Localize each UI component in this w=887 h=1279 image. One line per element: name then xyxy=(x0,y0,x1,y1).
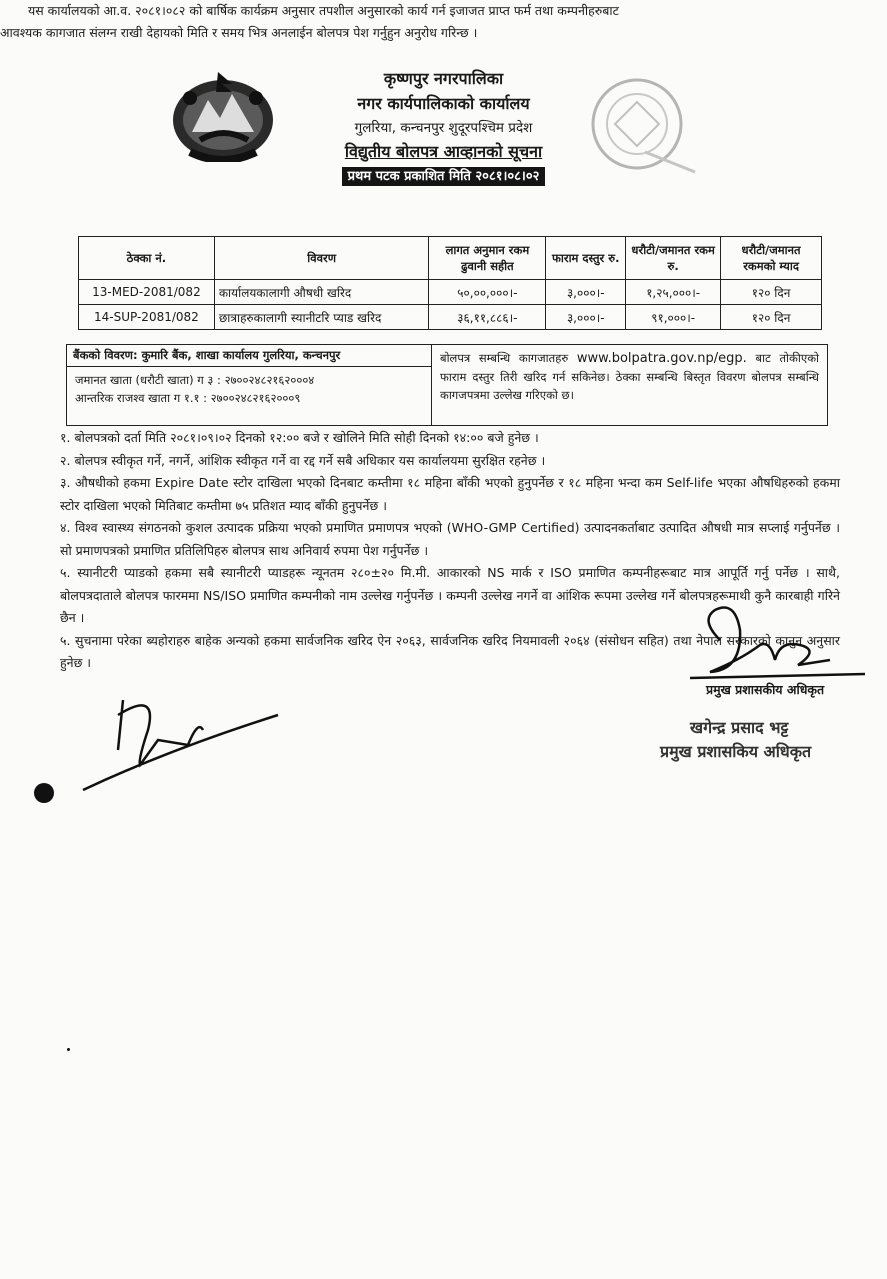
description: छात्राहरुकालागी स्यानीटरि प्याड खरिद xyxy=(214,305,429,330)
col-security-amount: धरौटी/जमानत रकम रु. xyxy=(626,237,721,280)
form-fee: ३,०००।- xyxy=(546,305,626,330)
bank-title: बैंकको विवरण: कुमारि बैंक, शाखा कार्यालय गुलरिया, कन्चनपुर xyxy=(67,345,431,367)
intro-line-2: आवश्यक कागजात संलग्न राखी देहायको मिति र समय भित्र अनलाईन बोलपत्र पेश गर्नुहुन अनुरोध गरिन्छ । xyxy=(0,25,478,40)
condition-item: ४. विश्व स्वास्थ्य संगठनको कुशल उत्पादक प्रक्रिया भएको प्रमाणित प्रमाणपत्र भएको (WHO-GMP Certified) उत्पादनकर्ताबाट उत्पादित औषधी मात्र सप्लाई गर्नुपर्नेछ । सो प्रमाणपत्रको प्रमाणित प्रतिलिपिहरु बोलपत्र साथ अनिवार्य रुपमा पेश गर्नुपर्नेछ । xyxy=(60,520,840,558)
signatory-title: प्रमुख प्रशासकीय अधिकृत xyxy=(706,682,825,697)
bid-document-note xyxy=(432,345,827,425)
condition-item: ५. सुचनामा परेका ब्यहोराहरु बाहेक अन्यको हकमा सार्वजनिक खरिद ऐन २०६३, सार्वजनिक खरिद नियमावली २०६४ (संसोधन सहित) तथा नेपाल सरकारको कानुन अनुसार हुनेछ । xyxy=(60,632,840,670)
condition-item: ५. स्यानीटरी प्याडको हकमा सबै स्यानीटरी प्याडहरू न्यूनतम २८०±२० मि.मी. आकारको NS मार्क र ISO प्रमाणित कम्पनीहरूबाट मात्र आपूर्ति गर्नु पर्नेछ । साथै, बोलपत्रदाताले बोलपत्र फारममा NS/ISO प्रमाणित कम्पनीको नाम उल्लेख गर्नुपर्नेछ । कम्पनी उल्लेख नगर्ने वा आंशिक रूपमा उल्लेख गर्ने बोलपत्रहरूमाथी कुनै कारबाही गरिने छैन । xyxy=(60,565,840,625)
table-row xyxy=(79,280,822,305)
col-form-fee: फाराम दस्तुर रु. xyxy=(546,237,626,280)
form-fee: ३,०००।- xyxy=(546,280,626,305)
note-prefix: बोलपत्र सम्बन्धि कागजातहरु xyxy=(440,351,569,365)
bank-details-box xyxy=(66,344,828,426)
margin-dot xyxy=(34,783,54,803)
stamp-officer-title: प्रमुख प्रशासकिय अधिकृत xyxy=(660,742,812,761)
security-validity: १२० दिन xyxy=(721,280,822,305)
contract-no: 14-SUP-2081/082 xyxy=(79,305,215,330)
notice-title: विद्युतीय बोलपत्र आव्हानको सूचना xyxy=(344,142,543,161)
security-amount: ९१,०००।- xyxy=(626,305,721,330)
office-address: गुलरिया, कन्चनपुर शुदूरपश्चिम प्रदेश xyxy=(354,120,533,136)
cost-estimate: ५०,००,०००।- xyxy=(429,280,546,305)
cost-estimate: ३६,११,८८६।- xyxy=(429,305,546,330)
stamp-officer-name: खगेन्द्र प्रसाद भट्ट xyxy=(690,718,789,737)
bolpatra-link[interactable]: www.bolpatra.gov.np/egp. xyxy=(576,351,747,366)
intro-paragraph xyxy=(0,0,780,44)
security-amount: १,२५,०००।- xyxy=(626,280,721,305)
contract-table xyxy=(78,236,822,330)
intro-line-1: यस कार्यालयको आ.व. २०८१।०८२ को बार्षिक कार्यक्रम अनुसार तपशील अनुसारको कार्य गर्न इजाजत प्राप्त फर्म तथा कम्पनीहरुबाट xyxy=(28,3,619,18)
revenue-account: आन्तरिक राजश्व खाता ग १.१ : २७००२४८२१६२०००९ xyxy=(75,391,301,405)
condition-item: ३. औषधीको हकमा Expire Date स्टोर दाखिला भएको दिनबाट कम्तीमा १८ महिना बाँकी भएको हुनुपर्नेछ र १८ महिना भन्दा कम Self-life भएका औषधिहरुको हकमा स्टोर दाखिला भएको मितिबाट कम्तीमा ७५ प्रतिशत म्याद बाँकी हुनुपर्नेछ । xyxy=(60,475,840,513)
col-description: विवरण xyxy=(214,237,429,280)
condition-item: १. बोलपत्रको दर्ता मिति २०८१।०९।०२ दिनको १२:०० बजे र खोलिने मिति सोही दिनको १४:०० बजे हुनेछ । xyxy=(60,430,539,445)
deposit-account: जमानत खाता (धरौटी खाता) ग ३ : २७००२४८२१६२०००४ xyxy=(75,373,315,387)
col-cost-estimate: लागत अनुमान रकम ढुवानी सहीत xyxy=(429,237,546,280)
description: कार्यालयकालागी औषधी खरिद xyxy=(214,280,429,305)
col-security-validity: धरौटी/जमानत रकमको म्याद xyxy=(721,237,822,280)
left-signature xyxy=(78,690,288,800)
col-contract-no: ठेक्का नं. xyxy=(79,237,215,280)
officer-signature xyxy=(680,600,870,685)
table-row xyxy=(79,305,822,330)
condition-item: २. बोलपत्र स्वीकृत गर्ने, नगर्ने, आंशिक स्वीकृत गर्ने वा रद्द गर्ने सबै अधिकार यस कार्यालयमा सुरक्षित रहनेछ । xyxy=(60,452,546,468)
office-name: नगर कार्यपालिकाको कार्यालय xyxy=(357,94,530,113)
table-header-row xyxy=(79,237,822,280)
margin-dot xyxy=(67,1048,70,1051)
bank-details xyxy=(67,345,432,425)
contract-no: 13-MED-2081/082 xyxy=(79,280,215,305)
publish-date-text: प्रथम पटक प्रकाशित मिति २०८१।०८।०२ xyxy=(342,167,546,186)
publish-date xyxy=(0,166,887,184)
security-validity: १२० दिन xyxy=(721,305,822,330)
municipality-name: कृष्णपुर नगरपालिका xyxy=(383,69,504,88)
note-suffix: बाट तोकीएको फाराम दस्तुर तिरी खरिद गर्न सकिनेछ। ठेक्का सम्बन्धि बिस्तृत विवरण बोलपत्र सम्बन्धि कागजपत्रमा उल्लेख गरिएको छ। xyxy=(440,351,820,402)
